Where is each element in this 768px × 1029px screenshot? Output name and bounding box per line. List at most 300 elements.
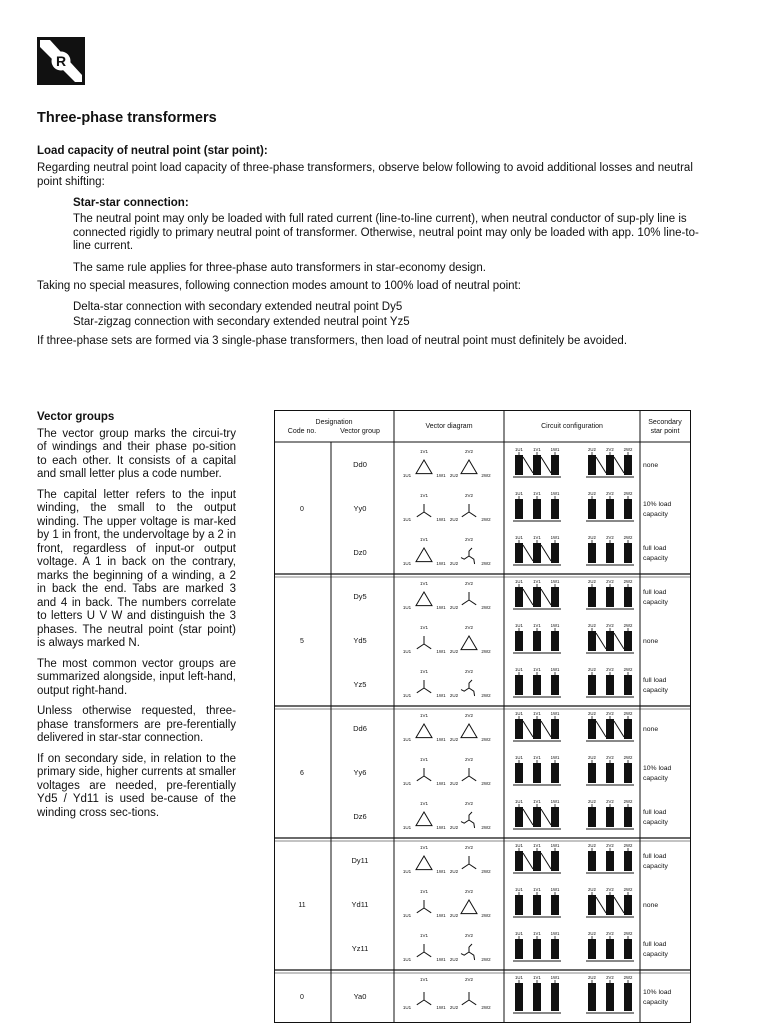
vector-group-label: Yd11 (351, 900, 369, 909)
vector-groups-p4: Unless otherwise requested, three-phase transformers are pre-ferentially delivered in star-star connection. (37, 705, 236, 744)
star-symbol (462, 504, 476, 517)
header-star-point: star point (650, 428, 680, 435)
terminal-label: 2W2 (481, 649, 491, 654)
winding-coil (624, 587, 632, 607)
winding-coil (551, 851, 559, 871)
winding-coil (551, 719, 559, 739)
terminal-label: 2U2 (588, 535, 596, 540)
terminal-label: 2W2 (481, 737, 491, 742)
terminal-label: 1V1 (533, 755, 541, 760)
winding-coil (606, 587, 614, 607)
terminal-label: 1V1 (419, 669, 429, 674)
mode-dy5: Delta-star connection with secondary extended neutral point Dy5 (73, 301, 403, 313)
terminal-label: 1U1 (515, 755, 523, 760)
star-point-capacity: capacity (643, 687, 668, 694)
delta-symbol (416, 724, 432, 738)
terminal-label: 2V2 (606, 755, 614, 760)
vector-diagram (403, 625, 491, 654)
terminal-label: 2U2 (588, 667, 596, 672)
vector-group-label: Dz0 (353, 548, 367, 557)
code-number: 0 (300, 994, 304, 1001)
terminal-label: 2W2 (623, 447, 633, 452)
terminal-label: 1V1 (533, 447, 541, 452)
winding-coil (515, 763, 523, 783)
terminal-label: 1U1 (402, 957, 412, 962)
star-symbol (462, 768, 476, 781)
terminal-label: 1W1 (436, 913, 446, 918)
star-point-capacity: full load (643, 589, 667, 596)
terminal-label: 2V2 (606, 931, 614, 936)
winding-coil (515, 895, 523, 915)
code-number: 11 (298, 902, 306, 909)
star-point-capacity: capacity (643, 863, 668, 870)
winding-coil (624, 983, 632, 1011)
winding-coil (551, 983, 559, 1011)
terminal-label: 2V2 (606, 843, 614, 848)
winding-coil (515, 587, 523, 607)
terminal-label: 2V2 (464, 889, 474, 894)
terminal-label: 2W2 (623, 667, 633, 672)
terminal-label: 1W1 (436, 605, 446, 610)
winding-coil (551, 675, 559, 695)
terminal-label: 2V2 (464, 713, 474, 718)
winding-coil (606, 455, 614, 475)
terminal-label: 2U2 (449, 517, 459, 522)
terminal-label: 2W2 (623, 799, 633, 804)
header-vector-diagram: Vector diagram (425, 423, 473, 430)
terminal-label: 2U2 (588, 931, 596, 936)
terminal-label: 2V2 (606, 975, 614, 980)
star-point-capacity: capacity (643, 775, 668, 782)
vector-groups-heading: Vector groups (37, 411, 115, 423)
terminal-label: 1U1 (515, 623, 523, 628)
winding-coil (588, 499, 596, 519)
terminal-label: 2W2 (481, 605, 491, 610)
terminal-label: 1U1 (402, 913, 412, 918)
star-star-paragraph: The neutral point may only be loaded with full rated current (line-to-line current), when neutral conductor of sup-ply line is connected rigidly to primary neutral point of transformer. Otherwise, neutral point may only be loaded with app. 10% line-to-line current. (73, 213, 699, 252)
terminal-label: 2W2 (623, 931, 633, 936)
circuit-configuration (513, 887, 634, 917)
winding-coil (624, 939, 632, 959)
terminal-label: 2V2 (606, 579, 614, 584)
star-point-capacity: capacity (643, 555, 668, 562)
winding-coil (606, 851, 614, 871)
winding-coil (588, 719, 596, 739)
vector-group-label: Yd5 (353, 636, 367, 645)
terminal-label: 1U1 (402, 649, 412, 654)
winding-coil (533, 851, 541, 871)
vector-diagram (403, 845, 491, 874)
vector-diagram (403, 493, 491, 522)
star-symbol (417, 680, 431, 693)
star-point-capacity: full load (643, 809, 667, 816)
terminal-label: 1V1 (533, 931, 541, 936)
delta-symbol (416, 548, 432, 562)
terminal-label: 2W2 (623, 491, 633, 496)
terminal-label: 1V1 (533, 623, 541, 628)
terminal-label: 2W2 (623, 843, 633, 848)
winding-coil (515, 455, 523, 475)
delta-symbol (461, 636, 477, 650)
winding-coil (588, 675, 596, 695)
terminal-label: 2U2 (588, 799, 596, 804)
star-point-capacity: capacity (643, 999, 668, 1006)
terminal-label: 1W1 (550, 755, 560, 760)
terminal-label: 1U1 (515, 579, 523, 584)
circuit-configuration (513, 447, 634, 477)
vector-group-label: Dd6 (353, 724, 367, 733)
circuit-configuration (513, 711, 634, 741)
terminal-label: 2V2 (606, 887, 614, 892)
terminal-label: 1U1 (515, 711, 523, 716)
terminal-label: 2W2 (623, 755, 633, 760)
winding-coil (533, 895, 541, 915)
vector-diagram (403, 713, 491, 742)
star-point-capacity: full load (643, 677, 667, 684)
terminal-label: 2W2 (623, 535, 633, 540)
terminal-label: 1V1 (419, 977, 429, 982)
vector-diagram (403, 801, 491, 830)
winding-coil (624, 763, 632, 783)
vector-group-table (274, 410, 694, 1029)
terminal-label: 1W1 (550, 711, 560, 716)
terminal-label: 2V2 (606, 799, 614, 804)
vector-group-label: Yz11 (351, 944, 369, 953)
terminal-label: 2U2 (449, 473, 459, 478)
vector-diagram (403, 581, 491, 610)
header-code-no: Code no. (287, 428, 317, 435)
vector-diagram (403, 933, 491, 962)
terminal-label: 1V1 (533, 711, 541, 716)
terminal-label: 1V1 (419, 713, 429, 718)
winding-coil (624, 455, 632, 475)
winding-coil (551, 543, 559, 563)
winding-coil (533, 587, 541, 607)
terminal-label: 1W1 (436, 957, 446, 962)
star-point-capacity: capacity (643, 951, 668, 958)
star-point-capacity: capacity (643, 511, 668, 518)
vector-diagram (403, 449, 491, 478)
delta-symbol (416, 460, 432, 474)
winding-coil (606, 499, 614, 519)
winding-coil (551, 895, 559, 915)
terminal-label: 1V1 (533, 843, 541, 848)
vector-group-label: Ya0 (353, 992, 367, 1001)
terminal-label: 2W2 (623, 623, 633, 628)
terminal-label: 2W2 (481, 869, 491, 874)
terminal-label: 1U1 (402, 517, 412, 522)
star-point-capacity: none (643, 638, 659, 645)
terminal-label: 1U1 (402, 605, 412, 610)
star-point-capacity: 10% load (643, 765, 672, 772)
vector-diagram (403, 669, 491, 698)
winding-coil (588, 631, 596, 651)
star-point-capacity: 10% load (643, 501, 672, 508)
winding-coil (588, 763, 596, 783)
winding-coil (624, 807, 632, 827)
winding-coil (588, 939, 596, 959)
header-vector-group: Vector group (340, 428, 380, 435)
terminal-label: 2V2 (606, 491, 614, 496)
star-symbol (462, 856, 476, 869)
winding-coil (624, 851, 632, 871)
terminal-label: 2V2 (606, 623, 614, 628)
vector-group-label: Dy5 (353, 592, 367, 601)
star-symbol (417, 768, 431, 781)
winding-coil (551, 763, 559, 783)
winding-coil (533, 983, 541, 1011)
terminal-label: 1V1 (533, 579, 541, 584)
vector-group-label: Dz6 (353, 812, 367, 821)
circuit-configuration (513, 579, 634, 609)
terminal-label: 1V1 (419, 757, 429, 762)
terminal-label: 2U2 (449, 957, 459, 962)
header-circuit: Circuit configuration (541, 423, 603, 430)
terminal-label: 1W1 (550, 931, 560, 936)
terminal-label: 2U2 (588, 975, 596, 980)
terminal-label: 2U2 (588, 623, 596, 628)
terminal-label: 2W2 (481, 517, 491, 522)
winding-coil (551, 939, 559, 959)
terminal-label: 2U2 (449, 781, 459, 786)
auto-transformer-paragraph: The same rule applies for three-phase auto transformers in star-economy design. (73, 262, 486, 274)
terminal-label: 1V1 (419, 581, 429, 586)
terminal-label: 1W1 (550, 975, 560, 980)
terminal-label: 1W1 (436, 561, 446, 566)
terminal-label: 1U1 (402, 693, 412, 698)
terminal-label: 2V2 (464, 757, 474, 762)
terminal-label: 1V1 (419, 889, 429, 894)
terminal-label: 2W2 (481, 913, 491, 918)
terminal-label: 1W1 (550, 623, 560, 628)
winding-coil (588, 983, 596, 1011)
terminal-label: 1U1 (515, 887, 523, 892)
vector-diagram (403, 889, 491, 918)
terminal-label: 2U2 (449, 605, 459, 610)
terminal-label: 1V1 (533, 975, 541, 980)
winding-coil (533, 631, 541, 651)
star-point-capacity: full load (643, 545, 667, 552)
terminal-label: 1U1 (515, 535, 523, 540)
terminal-label: 1W1 (550, 843, 560, 848)
terminal-label: 1V1 (419, 493, 429, 498)
terminal-label: 2V2 (464, 625, 474, 630)
winding-coil (588, 895, 596, 915)
intro-text: Regarding neutral point load capacity of three-phase transformers, observe below following to avoid additional losses and neutral point shifting: (37, 162, 693, 188)
winding-coil (588, 807, 596, 827)
mode-yz5: Star-zigzag connection with secondary extended neutral point Yz5 (73, 316, 410, 328)
winding-coil (551, 455, 559, 475)
code-number: 5 (300, 638, 304, 645)
winding-coil (606, 895, 614, 915)
winding-coil (588, 543, 596, 563)
vector-diagram (403, 977, 491, 1010)
header-designation: Designation (315, 419, 353, 426)
terminal-label: 1W1 (550, 579, 560, 584)
page-title: Three-phase transformers (37, 110, 217, 126)
winding-coil (533, 763, 541, 783)
vector-diagram (403, 537, 491, 566)
vector-groups-p5: If on secondary side, in relation to the primary side, higher currents at smaller voltages are needed, pre-ferentially Yd5 / Yd11 is used be-cause of the winding cross sec-tions. (37, 752, 236, 819)
winding-coil (588, 455, 596, 475)
terminal-label: 1W1 (436, 781, 446, 786)
terminal-label: 2W2 (481, 561, 491, 566)
terminal-label: 2V2 (464, 933, 474, 938)
terminal-label: 1V1 (419, 933, 429, 938)
winding-coil (606, 719, 614, 739)
terminal-label: 1U1 (402, 869, 412, 874)
terminal-label: 2U2 (449, 649, 459, 654)
terminal-label: 2U2 (449, 869, 459, 874)
terminal-label: 1V1 (419, 537, 429, 542)
star-point-capacity: none (643, 902, 659, 909)
terminal-label: 1W1 (550, 887, 560, 892)
terminal-label: 2U2 (449, 693, 459, 698)
delta-symbol (416, 812, 432, 826)
star-symbol (417, 636, 431, 649)
terminal-label: 1W1 (436, 693, 446, 698)
terminal-label: 1U1 (515, 491, 523, 496)
terminal-label: 1U1 (515, 799, 523, 804)
terminal-label: 2V2 (464, 493, 474, 498)
terminal-label: 1W1 (436, 473, 446, 478)
terminal-label: 1U1 (402, 473, 412, 478)
winding-coil (533, 543, 541, 563)
terminal-label: 1W1 (436, 737, 446, 742)
winding-coil (515, 939, 523, 959)
terminal-label: 1W1 (436, 517, 446, 522)
winding-coil (515, 983, 523, 1011)
winding-coil (606, 543, 614, 563)
winding-coil (624, 631, 632, 651)
code-number: 6 (300, 770, 304, 777)
terminal-label: 2W2 (623, 887, 633, 892)
terminal-label: 1U1 (515, 931, 523, 936)
terminal-label: 2U2 (449, 737, 459, 742)
vector-group-label: Dy11 (351, 856, 369, 865)
vector-group-table-svg (274, 410, 694, 1024)
winding-coil (588, 851, 596, 871)
terminal-label: 2V2 (464, 977, 474, 982)
terminal-label: 2V2 (606, 711, 614, 716)
terminal-label: 2W2 (623, 975, 633, 980)
vector-group-label: Dd0 (353, 460, 367, 469)
star-symbol (417, 992, 431, 1005)
terminal-label: 2W2 (481, 1005, 491, 1010)
terminal-label: 2U2 (588, 755, 596, 760)
winding-coil (606, 807, 614, 827)
terminal-label: 2V2 (464, 537, 474, 542)
terminal-label: 2V2 (464, 581, 474, 586)
star-star-heading: Star-star connection: (73, 197, 189, 209)
star-symbol (462, 992, 476, 1005)
terminal-label: 1V1 (419, 801, 429, 806)
star-point-capacity: capacity (643, 819, 668, 826)
terminal-label: 2U2 (449, 913, 459, 918)
terminal-label: 2U2 (449, 1005, 459, 1010)
terminal-label: 1V1 (533, 535, 541, 540)
circuit-configuration (513, 799, 634, 829)
terminal-label: 1V1 (419, 845, 429, 850)
terminal-label: 1V1 (533, 799, 541, 804)
section-heading: Load capacity of neutral point (star point): (37, 145, 268, 157)
winding-coil (515, 851, 523, 871)
star-symbol (417, 944, 431, 957)
terminal-label: 2U2 (449, 561, 459, 566)
vector-groups-p3: The most common vector groups are summarized alongside, input left-hand, output right-hand. (37, 657, 236, 697)
terminal-label: 1W1 (436, 649, 446, 654)
terminal-label: 1U1 (402, 781, 412, 786)
terminal-label: 2U2 (588, 579, 596, 584)
delta-symbol (461, 460, 477, 474)
brand-logo (37, 37, 85, 85)
terminal-label: 2W2 (481, 957, 491, 962)
winding-coil (624, 675, 632, 695)
terminal-label: 1W1 (550, 535, 560, 540)
winding-coil (515, 807, 523, 827)
terminal-label: 1V1 (533, 887, 541, 892)
terminal-label: 1W1 (550, 667, 560, 672)
winding-coil (515, 719, 523, 739)
terminal-label: 1V1 (419, 449, 429, 454)
terminal-label: 2W2 (481, 825, 491, 830)
terminal-label: 1V1 (533, 667, 541, 672)
terminal-label: 1U1 (402, 1005, 412, 1010)
terminal-label: 2V2 (606, 535, 614, 540)
delta-symbol (461, 724, 477, 738)
delta-symbol (461, 900, 477, 914)
terminal-label: 2V2 (464, 845, 474, 850)
winding-coil (624, 895, 632, 915)
star-point-capacity: capacity (643, 599, 668, 606)
terminal-label: 1W1 (550, 447, 560, 452)
winding-coil (606, 631, 614, 651)
terminal-label: 2U2 (588, 887, 596, 892)
circuit-configuration (513, 535, 634, 565)
zigzag-symbol (461, 944, 475, 960)
terminal-label: 2V2 (606, 447, 614, 452)
star-point-capacity: full load (643, 853, 667, 860)
winding-coil (533, 719, 541, 739)
winding-coil (551, 631, 559, 651)
terminal-label: 2U2 (588, 447, 596, 452)
vector-group-label: Yy0 (353, 504, 367, 513)
winding-coil (515, 543, 523, 563)
vector-groups-column (37, 411, 236, 827)
star-point-capacity: 10% load (643, 989, 672, 996)
star-symbol (417, 900, 431, 913)
terminal-label: 2W2 (481, 693, 491, 698)
single-phase-note: If three-phase sets are formed via 3 single-phase transformers, then load of neutral point must definitely be avoided. (37, 335, 628, 347)
circuit-configuration (513, 975, 634, 1013)
winding-coil (533, 807, 541, 827)
terminal-label: 1U1 (402, 737, 412, 742)
winding-coil (533, 675, 541, 695)
terminal-label: 1U1 (515, 447, 523, 452)
winding-coil (551, 499, 559, 519)
star-point-capacity: full load (643, 941, 667, 948)
vector-groups-p1: The vector group marks the circui-try of windings and their phase po-sition to each other. It consists of a capital and small letter plus a code number. (37, 427, 236, 480)
star-symbol (462, 592, 476, 605)
winding-coil (551, 587, 559, 607)
terminal-label: 2U2 (588, 843, 596, 848)
terminal-label: 1W1 (550, 491, 560, 496)
winding-coil (606, 983, 614, 1011)
terminal-label: 2U2 (588, 711, 596, 716)
winding-coil (606, 939, 614, 959)
circuit-configuration (513, 931, 634, 961)
winding-coil (533, 455, 541, 475)
